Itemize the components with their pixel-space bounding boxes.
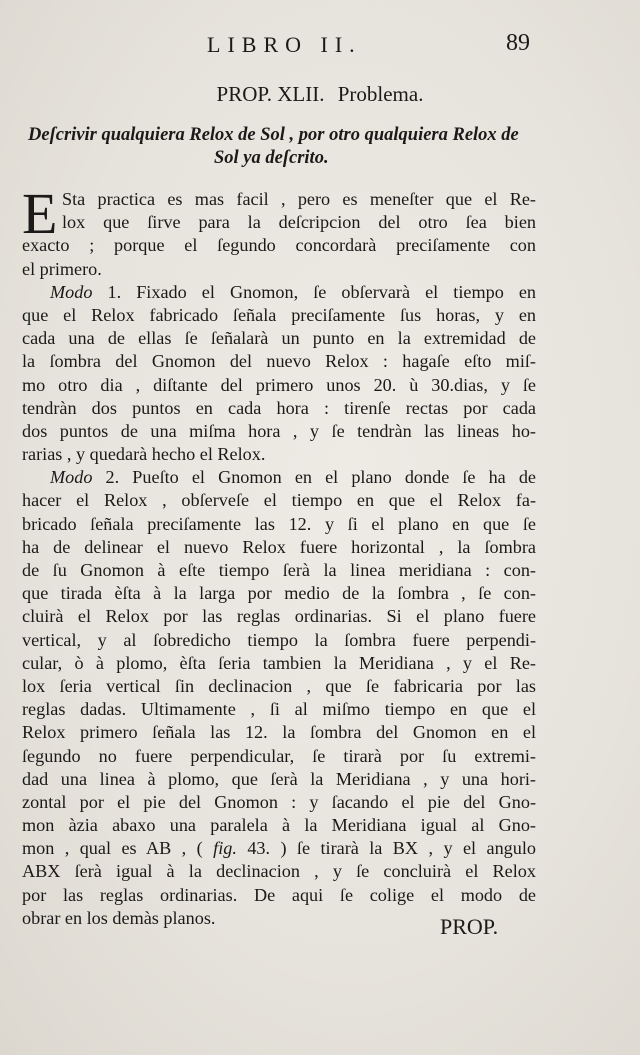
text-line: por las reglas ordinarias. De aqui ſe colige el modo de [22,884,536,905]
body-text [22,181,537,930]
text-line: cada una de ellas ſe ſeñalarà un punto en la extremidad de [22,328,536,349]
text-line: cluirà el Relox por las reglas ordinarias. Si el plano fuere [22,606,536,627]
catchword: PROP. [440,914,499,939]
text-line: de ſu Gnomon à eſte tiempo ſerà la linea meridiana : con- [22,560,536,580]
text-line: Relox primero ſeñala las 12. la ſombra del Gnomon en el [22,722,536,743]
running-head: LIBRO II. [207,32,362,57]
text-line: ſegundo no fuere perpendicular, ſe tirarà por ſu extremi- [22,745,536,766]
page-number: 89 [506,30,530,56]
text-line: dad una linea à plomo, que ſerà la Meridiana , y una hori- [22,768,536,789]
proposition-title [0,82,640,107]
text-line [22,466,536,489]
text-line: cular, ò à plomo, èſta ſeria tambien la Meridiana , y el Re- [22,652,536,673]
figure-reference: fig. [213,838,237,859]
proposition-label: PROP. XLII. [216,82,325,106]
text-line: mon àzia abaxo una paralela à la Meridiana igual al Gno- [22,815,536,836]
text-line [22,281,536,304]
modo-label: Modo [50,467,93,488]
text-line: ABX ſerà igual à la declinacion , y ſe concluirà el Relox [22,861,536,882]
text-line: bricado ſeñala preciſamente las 12. y ſi el plano en que ſe [22,513,536,534]
proposition-subtitle [28,124,538,170]
text-line: lox ſeria vertical ſin declinacion , que ſe fabricaria por las [22,675,536,696]
text-line: Sta practica es mas facil , pero es meneſter que el Re- [62,189,536,209]
text-fragment: 2. Pueſto el Gnomon en el plano donde ſe ha de [105,467,537,488]
subtitle-line: Sol ya deſcrito. [214,148,329,168]
text-line: que el Relox fabricado ſeñala preciſamente ſus horas, y en [22,304,536,325]
drop-cap: E [22,181,58,246]
text-line: reglas dadas. Ultimamente , ſi al miſmo tiempo en que el [22,699,536,720]
text-line [22,837,536,860]
subtitle-line: Deſcrivir qualquiera Relox de Sol , por otro qualquiera Relox de [28,125,519,145]
text-fragment: mon , qual es AB , ( [22,838,203,859]
text-line: hacer el Relox , obſerveſe el tiempo en que el Relox fa- [22,490,536,511]
text-line: mo otro dia , diſtante del primero unos 20. ù 30.dias, y ſe [22,374,536,395]
text-line: la ſombra del Gnomon del nuevo Relox : hagaſe eſto miſ- [22,351,536,372]
text-line: el primero. [22,258,102,279]
text-line: vertical, y al ſobredicho tiempo la ſombra fuere perpendi- [22,629,536,650]
text-fragment: 1. Fixado el Gnomon, ſe obſervarà el tiempo en [107,281,537,302]
text-line: obrar en los demàs planos. [22,907,216,928]
text-line: rarias , y quedarà hecho el Relox. [22,444,266,465]
text-line: lox que ſirve para la deſcripcion del otro ſea bien [62,212,536,233]
text-line: ha de delinear el nuevo Relox fuere horizontal , la ſombra [22,536,536,557]
text-line: dos puntos de una miſma hora , y ſe tendràn las lineas ho- [22,420,536,441]
modo-label: Modo [50,281,93,302]
text-line: tendràn dos puntos en cada hora : tirenſe rectas por cada [22,397,536,418]
text-line: que tirada èſta à la larga por medio de la ſombra , ſe con- [22,583,536,604]
proposition-kind: Problema. [337,82,424,106]
text-line: exacto ; porque el ſegundo concordarà preciſamente con [22,235,536,256]
text-fragment: 43. ) ſe tirarà la BX , y el angulo [247,838,536,859]
text-line: zontal por el pie del Gnomon : y ſacando el pie del Gno- [22,791,536,812]
